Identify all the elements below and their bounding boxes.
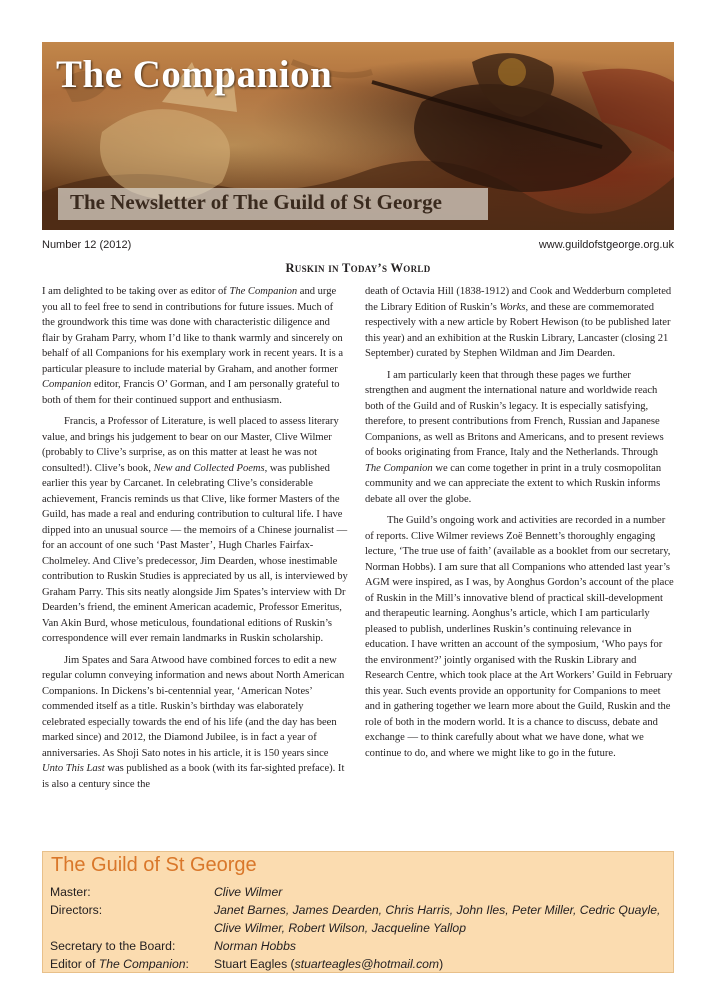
directors-value-line2: Clive Wilmer, Robert Wilson, Jacqueline Yallop (214, 921, 466, 935)
italic-title-text: The Companion (229, 286, 298, 297)
article-paragraph (365, 284, 674, 362)
article-paragraph (365, 513, 674, 761)
paragraph-text: Jim Spates and Sara Atwood have combined forces to edit a new regular column conveying information and news about North American Companions. In Dickens’s bi-centennial year, ‘American Notes’ commended itself as a title. Ruskin’s birthday was elaborately celebrated especially towards the end of his life (and the day has been marked since) and 2012, the Diamond Jubilee, is in fact a year of anniversaries. As Shoji Sato notes in his article, it is 150 years since (42, 654, 345, 759)
editor-value (214, 957, 443, 971)
masthead-banner (42, 42, 674, 230)
editor-label (50, 957, 189, 971)
newsletter-subtitle: The Newsletter of The Guild of St George (70, 190, 442, 214)
paragraph-text: editor, Francis O’ Gorman, and I am personally grateful to both of them for their continued support and enthusiasm. (42, 379, 340, 406)
paragraph-text: we can come together in print in a truly cosmopolitan community and we can appreciate the extent to which Ruskin informs debate all over the globe. (365, 462, 662, 505)
article-column-left (42, 284, 348, 798)
paragraph-text: death of Octavia Hill (1838-1912) and Cook and Wedderburn completed the Library Edition of Ruskin’s (365, 286, 672, 313)
secretary-value: Norman Hobbs (214, 939, 296, 953)
guild-box-title: The Guild of St George (51, 854, 257, 876)
master-value: Clive Wilmer (214, 885, 283, 899)
editor-value-suffix: ) (439, 957, 444, 971)
article-paragraph (365, 368, 674, 508)
article-paragraph (42, 653, 348, 793)
italic-title-text: Companion (42, 379, 92, 390)
editor-label-suffix: : (185, 957, 189, 971)
italic-title-text: Works (499, 301, 526, 313)
paragraph-text: was published as a book (with its far-sighted preface). It is also a century since the (42, 763, 345, 790)
guild-info-box (42, 851, 674, 973)
paragraph-text: , and these are commemorated respectively with a new article by Robert Hewison (to be published later this year) and an exhibition at the Ruskin Library, Lancaster (closing 21 September) curated by Stephen Wildman and Jim Dearden. (365, 301, 671, 359)
paragraph-text: and urge you all to feel free to send in contributions for future issues. Much of the groundwork this time was done with characteristic diligence and flair by Graham Parry, whom I’d like to thank warmly and sincerely on behalf of all Companions for his exemplary work in recent years. It is a particular pleasure to include material by Graham, and another former (42, 286, 344, 375)
italic-title-text: New and Collected Poems (153, 462, 265, 474)
paragraph-text: I am particularly keen that through these pages we further strengthen and augment the international nature and worldwide reach both of the Guild and of Ruskin’s legacy. It is especially satisfying, therefore, to present contributions from French, Russian and Japanese Companions, as well as Britons and Americans, and to present reviews of books originating from France, Italy and the Netherlands. Through (365, 369, 664, 458)
paragraph-text: The Guild’s ongoing work and activities are recorded in a number of reports. Clive Wilmer reviews Zoë Bennett’s thoroughly engaging lecture, ‘The true use of faith’ (available as a booklet from our secretary, Norman Hobbs). I am sure that all Companions who attended last year’s AGM were inspired, as I was, by Aonghus Gordon’s account of the place of Ruskin in the Mill’s innovative blend of practical skill-development and therapeutic learning. Aonghus’s article, which I am particularly pleased to publish, underlines Ruskin’s continuing relevance in education. I have written an account of the symposium, ‘Who pays for the environment?’ jointly organised with the Ruskin Library and Research Centre, which took place at the Art Workers’ Guild in February this year. Such events provide an opportunity for Companions to meet and in gathering together we learn more about the Guild, Ruskin and the role of both in the modern world. It is a chance to discuss, debate and exchange — to think carefully about what we have done, what we continue to do, and where we might like to go in the future. (365, 515, 674, 759)
article-title: Ruskin in Today’s World (285, 261, 431, 275)
newsletter-title: The Companion (56, 53, 333, 96)
italic-title-text: Unto This Last (42, 763, 105, 774)
editor-email-link[interactable]: stuarteagles@hotmail.com (294, 957, 440, 971)
paragraph-text: Francis, a Professor of Literature, is well placed to assess literary value, and brings his judgement to bear on our Master, Clive Wilmer (probably to Clive’s surprise, as on this matter at least he was not consulted!). Clive’s book, (42, 416, 339, 474)
master-label: Master: (50, 885, 91, 899)
editor-name: Stuart Eagles ( (214, 957, 295, 971)
editor-label-publication: The Companion (98, 957, 186, 971)
directors-value-line1: Janet Barnes, James Dearden, Chris Harris, John Iles, Peter Miller, Cedric Quayle, (214, 903, 661, 917)
directors-label: Directors: (50, 903, 103, 917)
italic-title-text: The Companion (365, 462, 433, 474)
secretary-label: Secretary to the Board: (50, 939, 176, 953)
paragraph-text: , was published earlier this year by Carcanet. In celebrating Clive’s considerable achievement, Francis reminds us that Clive, like former Masters of the Guild, has made a real and enduring contribution to cultural life. I have dipped into an unusual source — the memoirs of a Chinese journalist — for an account of one such ‘Past Master’, Hugh Charles Fairfax-Cholmeley. And Clive’s predecessor, Jim Dearden, whose inestimable contribution to Ruskin Studies is appreciated by us all, is interviewed by Graham Parry. This sits neatly alongside Jim Spates’s interview with Dr Dearden’s friend, the eminent American academic, Professor Emeritus, Van Akin Burd, whose meticulous, foundational editions of Ruskin’s correspondence will ever remain landmarks in Ruskin scholarship. (42, 462, 348, 644)
paragraph-text: I am delighted to be taking over as editor of (42, 286, 230, 297)
issue-number: Number 12 (2012) (42, 239, 132, 251)
editor-label-prefix: Editor of (50, 957, 99, 971)
article-paragraph (42, 414, 348, 647)
website-link[interactable]: www.guildofstgeorge.org.uk (538, 239, 674, 251)
article-column-right (365, 284, 674, 767)
article-paragraph (42, 284, 348, 408)
